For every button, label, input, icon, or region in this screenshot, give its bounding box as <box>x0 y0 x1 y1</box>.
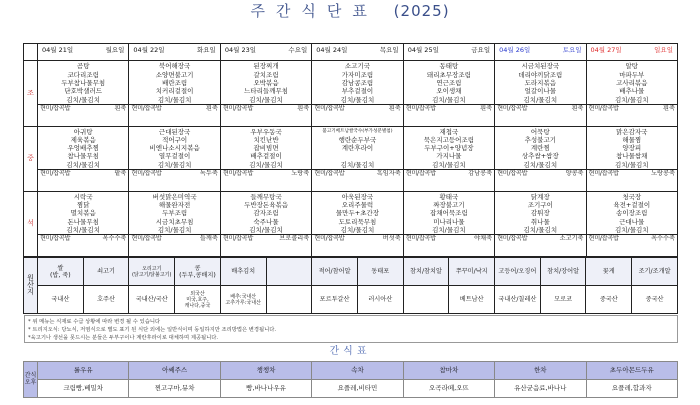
dish: 맑은감자국 <box>616 127 648 136</box>
origin-label: 원산지 <box>24 258 38 314</box>
dish: 오박볶음 <box>253 78 279 87</box>
dish: 김치/물김치 <box>432 160 466 169</box>
menu-cell <box>403 191 494 256</box>
dish: 멸치볶음 <box>70 209 96 218</box>
rice-option: 현미/잡곡밥 <box>588 170 619 178</box>
dish: 김치/물김치 <box>249 95 283 104</box>
dish: 마파두부 <box>619 70 645 79</box>
menu-cell <box>495 61 586 126</box>
rice-option: 현미/잡곡밥 <box>497 235 528 243</box>
dish: 황태국 <box>439 192 459 201</box>
snack-name: 초두아몬드두유 <box>586 362 677 380</box>
dish: 북어해장국 <box>158 62 191 71</box>
rice-option: 현미/잡곡밥 <box>588 104 619 112</box>
menu-cell <box>495 126 586 191</box>
dish: 돼리초무장조림 <box>426 70 471 79</box>
origin-item: 쇠고기 <box>83 258 129 286</box>
dish: 소양면불고기 <box>155 70 194 79</box>
dish: 청국장 <box>622 192 642 201</box>
dish: 김치/물김치 <box>523 95 558 104</box>
menu-cell <box>220 191 311 256</box>
dish: 김치/물김치 <box>249 225 283 234</box>
dish: 상추쌈+쌈장 <box>521 152 559 161</box>
menu-cell <box>129 61 220 126</box>
dish: 김치/물김치 <box>66 160 100 169</box>
origin-item: 쭈꾸미/낙지 <box>449 258 495 286</box>
menu-cell <box>38 191 129 256</box>
origin-table <box>23 257 678 314</box>
origin-item: 참치/장어알 <box>540 258 586 286</box>
porridge-option: 버섯죽 <box>382 235 401 243</box>
menu-cell <box>129 126 220 191</box>
dish <box>312 152 402 160</box>
origin-item: 참치/참치알 <box>403 258 449 286</box>
meal-row <box>24 61 678 126</box>
meal-label: 중 <box>24 126 38 191</box>
rice-option: 현미/잡곡밥 <box>314 104 345 112</box>
origin-value: 배추:국내산 고추가루:국내산 <box>220 286 266 314</box>
origin-value: 중국산 <box>586 286 632 314</box>
dish: 오이생채 <box>436 87 462 96</box>
day-header: 04월 21일 월요일 <box>38 44 129 61</box>
porridge-option: 노랑죽 <box>291 170 310 178</box>
origin-item: 고등어/오징어 <box>495 258 541 286</box>
dish: 두부조림 <box>162 209 188 218</box>
dish: 닭계장 <box>530 192 550 201</box>
dish: 아귀탕 <box>73 127 93 136</box>
snack-name: 롤우유 <box>38 362 129 380</box>
dish: 들깨무탕국 <box>250 192 282 201</box>
note-line: *육고기나 생선을 못드시는 분들은 두부구이나 계란후라이로 대체하며 제공됩니다. <box>28 335 219 341</box>
dish: 김치/물김치 <box>432 95 466 104</box>
menu-cell <box>403 61 494 126</box>
menu-cell <box>129 191 220 256</box>
dish: 치킨난반 <box>253 135 279 144</box>
origin-value: 국내산/국산 <box>129 286 175 314</box>
origin-value: 호주산 <box>83 286 129 314</box>
origin-value: 모로코 <box>540 286 586 314</box>
menu-cell <box>495 191 586 256</box>
dish: 양장피 <box>622 144 642 153</box>
dish: 추성불고기 <box>524 135 557 144</box>
dish: 잡비빔면 <box>253 144 279 153</box>
snack-label: 간식 오후 <box>24 362 38 398</box>
origin-value: 국내산 <box>38 286 84 314</box>
snack-name: 속차 <box>312 362 403 380</box>
dish: 김치/물김치 <box>614 160 649 169</box>
dish: 송이장조림 <box>616 209 648 218</box>
porridge-option: 팥죽 <box>114 170 127 178</box>
dish: 김치/물김치 <box>614 95 649 104</box>
porridge-option: 노랑콩죽 <box>651 170 675 178</box>
menu-cell <box>586 126 677 191</box>
rice-option: 현미/잡곡밥 <box>405 235 436 243</box>
dish: 불고기베트남쌀국수(부가성분별첨) <box>322 128 393 134</box>
porridge-option: 들깨죽 <box>199 235 218 243</box>
dish: 배란조림 <box>162 78 188 87</box>
origin-value <box>266 286 312 314</box>
rice-option: 현미/잡곡밥 <box>314 235 345 243</box>
dish: 김치/물김치 <box>66 95 100 104</box>
snack-name: 한차 <box>495 362 586 380</box>
origin-value: 포르투갈산 <box>312 286 358 314</box>
rice-option: 현미/잡곡밥 <box>497 170 528 178</box>
rice-option: 현미/잡곡밥 <box>40 170 71 178</box>
origin-item <box>266 258 312 286</box>
origin-item: 배추김치 <box>220 258 266 286</box>
dish: 숙주나물 <box>253 217 279 226</box>
menu-header-row <box>24 44 678 61</box>
menu-cell <box>312 61 403 126</box>
dish: 해물찜 <box>622 135 642 144</box>
rice-option: 현미/잡곡밥 <box>131 235 162 243</box>
dish: 돈나물무침 <box>67 217 99 226</box>
porridge-option: 흰죽 <box>205 104 218 112</box>
dish: 시락국 <box>73 192 93 201</box>
origin-item: 콩 (두부,콩배지) <box>175 258 221 286</box>
dish: 두부구이+양념장 <box>424 144 474 153</box>
dish: 열무겉절이 <box>158 152 191 161</box>
dish: 아욱된장국 <box>341 192 374 201</box>
dish: 취나물 <box>530 217 550 226</box>
meal-label: 석 <box>24 191 38 256</box>
dish: 김치/물김치 <box>340 95 375 104</box>
origin-item: 조기/조개알 <box>632 258 678 286</box>
dish: 참나물쌈채 <box>616 152 648 161</box>
snack-name: 챙챙차 <box>220 362 311 380</box>
dish: 김치/물김치 <box>614 225 649 234</box>
menu-cell <box>312 126 403 191</box>
dish: 얼갈이나물 <box>524 87 557 96</box>
dish: 비엔나소시지볶음 <box>149 144 200 153</box>
porridge-option: 감남콩죽 <box>468 170 493 178</box>
dish: 감튀장 <box>530 209 550 218</box>
rice-option: 현미/잡곡밥 <box>405 170 436 178</box>
dish: 묵은지고등어조림 <box>423 135 475 144</box>
dish: 느타리들깨무침 <box>244 87 289 96</box>
menu-cell <box>312 191 403 256</box>
snack-item: 빵,바나나우유 <box>220 380 311 398</box>
rice-option: 현미/잡곡밥 <box>222 170 254 178</box>
porridge-option: 흰죽 <box>297 104 310 112</box>
dish: 조기구이 <box>527 201 553 210</box>
porridge-option: 소고기죽 <box>559 235 584 243</box>
origin-item: 적어/참어알 <box>312 258 358 286</box>
dish: 잡채어묵조림 <box>430 209 468 218</box>
rice-option: 현미/잡곡밥 <box>131 104 162 112</box>
dish: 김치/물김치 <box>157 225 192 234</box>
porridge-option: 야채죽 <box>474 235 493 243</box>
dish: 도토리묵무침 <box>338 217 377 226</box>
dish: 동태탕 <box>439 62 459 71</box>
dish: 미나리나물 <box>433 217 465 226</box>
dish: 배추겉절이 <box>250 152 282 161</box>
dish: 근대된장국 <box>158 127 191 136</box>
rice-option: 현미/잡곡밥 <box>131 170 162 178</box>
dish: 두반장돈육볶음 <box>244 201 289 210</box>
dish: 부추겉절이 <box>341 87 374 96</box>
dish: 데리야끼닭조림 <box>518 70 563 79</box>
dish: 육전+겉절이 <box>613 201 651 210</box>
dish: 도라지볶음 <box>524 78 557 87</box>
porridge-option: 흰죽 <box>388 104 401 112</box>
dish: 김치/물김치 <box>340 225 375 234</box>
notes-box <box>24 315 678 343</box>
dish: 물만두+초간장 <box>335 209 380 218</box>
snack-item: 요플레,비타민 <box>312 380 403 398</box>
dish: 시금치된장국 <box>521 62 560 71</box>
snack-table <box>23 361 678 398</box>
origin-item: 쌀 (밥, 죽) <box>38 258 84 286</box>
dish: 김치/물김치 <box>523 160 558 169</box>
origin-value: 외국산 미국,호주, 캐나다,중국 <box>175 286 221 314</box>
origin-value: 베트남산 <box>449 286 495 314</box>
snack-item: 오곡라떼,오뜨 <box>403 380 494 398</box>
day-header: 04월 25일 금요일 <box>403 44 494 61</box>
dish: 가자미조림 <box>341 70 374 79</box>
snack-title: 간식표 <box>329 346 371 357</box>
menu-cell <box>38 126 129 191</box>
day-header: 04월 23일 수요일 <box>220 44 311 61</box>
dish: 연근조림 <box>436 78 462 87</box>
dish: 감자조림 <box>253 209 279 218</box>
dish: 치커리겉절이 <box>155 87 194 96</box>
origin-item: 오리고기 (닭고기/닭불고기) <box>129 258 175 286</box>
dish: 김치/물김치 <box>523 225 558 234</box>
day-header-sunday: 04월 27일 일요일 <box>586 44 677 61</box>
dish: 코다리조림 <box>67 70 99 79</box>
meal-row <box>24 191 678 256</box>
dish: 우부우동국 <box>250 127 282 136</box>
meal-row <box>24 126 678 191</box>
rice-option: 현미/잡곡밥 <box>40 104 71 112</box>
origin-value: 러시아산 <box>357 286 403 314</box>
menu-cell <box>220 126 311 191</box>
dish: 고사리볶음 <box>616 78 648 87</box>
weekly-menu-table <box>23 43 678 257</box>
porridge-option: 흰죽 <box>114 104 127 112</box>
dish: 배추나물 <box>619 87 645 96</box>
dish: 계란찜 <box>530 144 550 153</box>
dish: 짜장불고기 <box>433 201 465 210</box>
dish: 소고기국 <box>344 62 371 71</box>
rice-option: 현미/잡곡밥 <box>222 235 254 243</box>
dish: 계란후라이 <box>341 144 374 153</box>
rice-option: 현미/잡곡밥 <box>588 235 619 243</box>
dish: 된장찌개 <box>253 62 279 71</box>
day-header: 04월 22일 화요일 <box>129 44 220 61</box>
dish: 감남콩조림 <box>341 78 374 87</box>
dish: 김치/물김치 <box>66 225 100 234</box>
menu-cell <box>403 126 494 191</box>
dish: 해물완자전 <box>158 201 191 210</box>
rice-option: 현미/잡곡밥 <box>40 235 71 243</box>
page-title: 주간식단표 (2025) <box>250 2 450 20</box>
dish: 김치/물김치 <box>249 160 283 169</box>
note-line: * 위 메뉴는 식재료 수급 상황에 따라 변경 될 수 있습니다 <box>28 319 161 325</box>
rice-option: 현미/잡곡밥 <box>314 170 345 178</box>
dish: 갈치조림 <box>253 70 279 79</box>
dish: 근대나물 <box>619 217 645 226</box>
dish: 재첩국 <box>439 127 459 136</box>
dish: 오리주물럭 <box>341 201 374 210</box>
origin-value: 국내산/칠레산 <box>495 286 541 314</box>
dish: 김치/물김치 <box>340 160 375 169</box>
dish: 김치/물김치 <box>157 160 192 169</box>
rice-option: 현미/잡곡밥 <box>497 104 528 112</box>
rice-option: 현미/잡곡밥 <box>222 104 254 112</box>
rice-option: 현미/잡곡밥 <box>405 104 436 112</box>
porridge-option: 흰죽 <box>571 104 584 112</box>
day-header: 04월 24일 목요일 <box>312 44 403 61</box>
porridge-option: 옥수수죽 <box>102 235 127 243</box>
dish: 시금치초무침 <box>155 217 194 226</box>
menu-cell <box>586 61 677 126</box>
dish: 알탕 <box>625 62 639 71</box>
snack-item: 유산균음료,바나나 <box>495 380 586 398</box>
dish: 찜닭 <box>76 201 90 210</box>
origin-value <box>403 286 449 314</box>
dish: 제육볶음 <box>70 135 96 144</box>
menu-cell <box>38 61 129 126</box>
dish: 행란순두부국 <box>338 135 377 144</box>
dish: 적어구이 <box>162 135 188 144</box>
snack-item: 찐고구마,뮤차 <box>129 380 220 398</box>
porridge-option: 흰죽 <box>480 104 493 112</box>
dish: 참나물무침 <box>67 152 99 161</box>
dish: 곰탕 <box>76 62 90 71</box>
porridge-option: 브로콜리죽 <box>279 235 310 243</box>
dish: 두부참나물무침 <box>61 78 106 87</box>
dish: 가지나물 <box>436 152 462 161</box>
menu-cell <box>586 191 677 256</box>
menu-corner <box>24 44 38 61</box>
day-header-saturday: 04월 26일 토요일 <box>495 44 586 61</box>
origin-item: 동태포 <box>357 258 403 286</box>
note-line: * 트리지오식: 당뇨식, 저염식으로 별도 표기 된 식단 외에는 일반식이며 동일하지만 조리방법은 변경됩니다. <box>28 327 277 333</box>
origin-item: 꽃게 <box>586 258 632 286</box>
menu-cell <box>220 61 311 126</box>
snack-name: 아쎄주스 <box>129 362 220 380</box>
dish: 김치/물김치 <box>157 95 192 104</box>
dish: 어묵탕 <box>530 127 550 136</box>
snack-item: 요플레,합과자 <box>586 380 677 398</box>
origin-value: 중국산 <box>632 286 678 314</box>
dish: 김치/물김치 <box>432 225 466 234</box>
porridge-option: 옥수수죽 <box>651 235 675 243</box>
meal-label: 조 <box>24 61 38 126</box>
dish: 단호박샐러드 <box>64 87 103 96</box>
porridge-option: 흑임자죽 <box>376 170 401 178</box>
porridge-option: 양콩죽 <box>565 170 584 178</box>
porridge-option: 흰죽 <box>663 104 675 112</box>
dish: 버섯맑은미역국 <box>152 192 197 201</box>
snack-item: 크림빵,베밀차 <box>38 380 129 398</box>
snack-name: 참마차 <box>403 362 494 380</box>
dish: 우엉배추찜 <box>67 144 99 153</box>
porridge-option: 녹두죽 <box>199 170 218 178</box>
